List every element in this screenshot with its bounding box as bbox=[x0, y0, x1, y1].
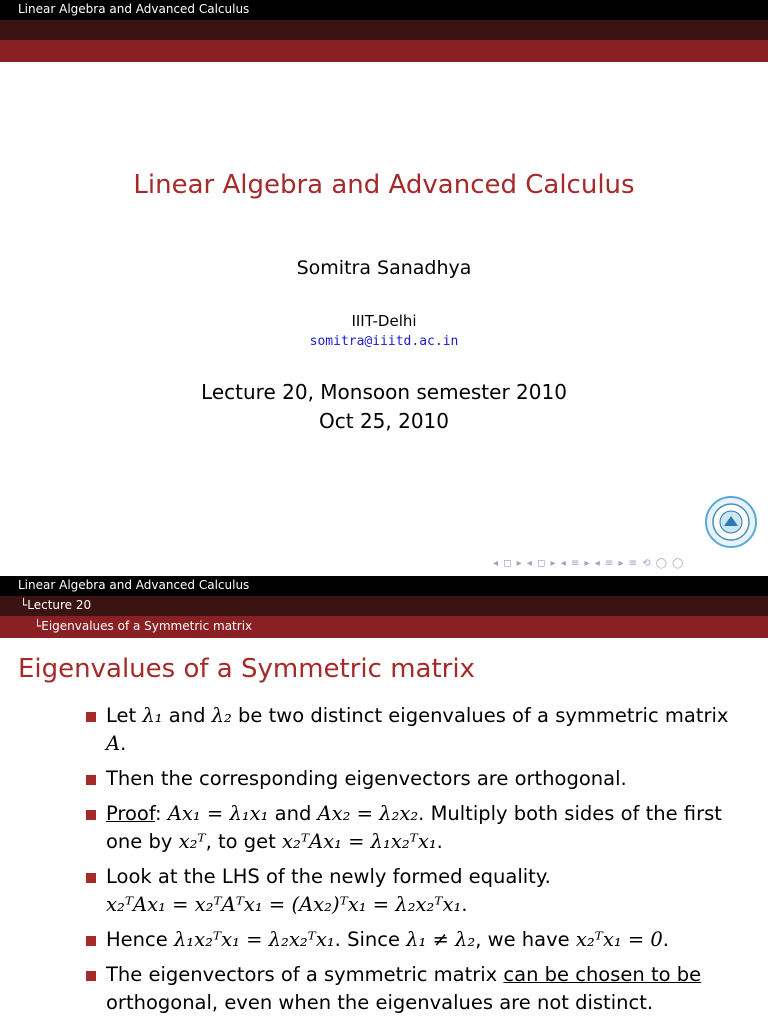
beamer-navigation[interactable]: ◂ ◻ ▸ ◂ ◻ ▸ ◂ ≡ ▸ ◂ ≡ ▸ ≡ ⟲ ◯ ◯ bbox=[493, 558, 685, 569]
lecture-date bbox=[0, 378, 768, 436]
bullet-square-icon bbox=[86, 712, 96, 722]
list-item: The eigenvectors of a symmetric matrix can be chosen to be orthogonal, even when the eigenvalues are not distinct. bbox=[86, 961, 736, 1017]
header-title: Linear Algebra and Advanced Calculus bbox=[18, 578, 250, 592]
list-item: Look at the LHS of the newly formed equality. x₂ᵀAx₁ = x₂ᵀAᵀx₁ = (Ax₂)ᵀx₁ = λ₂x₂ᵀx₁. bbox=[86, 863, 736, 919]
header-title: Linear Algebra and Advanced Calculus bbox=[18, 2, 250, 16]
content-slide bbox=[0, 576, 768, 1024]
list-item: Let λ₁ and λ₂ be two distinct eigenvalues of a symmetric matrix A. bbox=[86, 702, 736, 758]
bullet-list bbox=[86, 702, 736, 1024]
header-section: └Lecture 20 bbox=[20, 598, 92, 612]
bullet-square-icon bbox=[86, 971, 96, 981]
date-line-2: Oct 25, 2010 bbox=[319, 409, 449, 433]
header-section-bar bbox=[0, 20, 768, 40]
author-name: Somitra Sanadhya bbox=[296, 257, 472, 279]
institute-name: IIIT-Delhi bbox=[351, 312, 417, 330]
date-line-1: Lecture 20, Monsoon semester 2010 bbox=[201, 380, 567, 404]
list-item: Proof: Ax₁ = λ₁x₁ and Ax₂ = λ₂x₂. Multiply both sides of the first one by x₂ᵀ, to get x₂ᵀAx₁ = λ₁x₂ᵀx₁. bbox=[86, 800, 736, 856]
email-link[interactable]: somitra@iiitd.ac.in bbox=[309, 334, 459, 349]
header-subsection: └Eigenvalues of a Symmetric matrix bbox=[34, 619, 253, 633]
header-bar bbox=[0, 576, 768, 596]
header-section-bar bbox=[0, 596, 768, 616]
frame-title: Eigenvalues of a Symmetric matrix bbox=[18, 654, 475, 684]
bullet-square-icon bbox=[86, 810, 96, 820]
header-bar bbox=[0, 0, 768, 20]
bullet-square-icon bbox=[86, 775, 96, 785]
presentation-title: Linear Algebra and Advanced Calculus bbox=[133, 170, 635, 200]
list-item: Then the corresponding eigenvectors are orthogonal. bbox=[86, 765, 736, 793]
header-subsection-bar bbox=[0, 616, 768, 638]
header-subsection-bar bbox=[0, 40, 768, 62]
bullet-square-icon bbox=[86, 936, 96, 946]
bullet-square-icon bbox=[86, 873, 96, 883]
list-item: Hence λ₁x₂ᵀx₁ = λ₂x₂ᵀx₁. Since λ₁ ≠ λ₂, we have x₂ᵀx₁ = 0. bbox=[86, 926, 736, 954]
institute-seal-icon bbox=[705, 496, 757, 548]
